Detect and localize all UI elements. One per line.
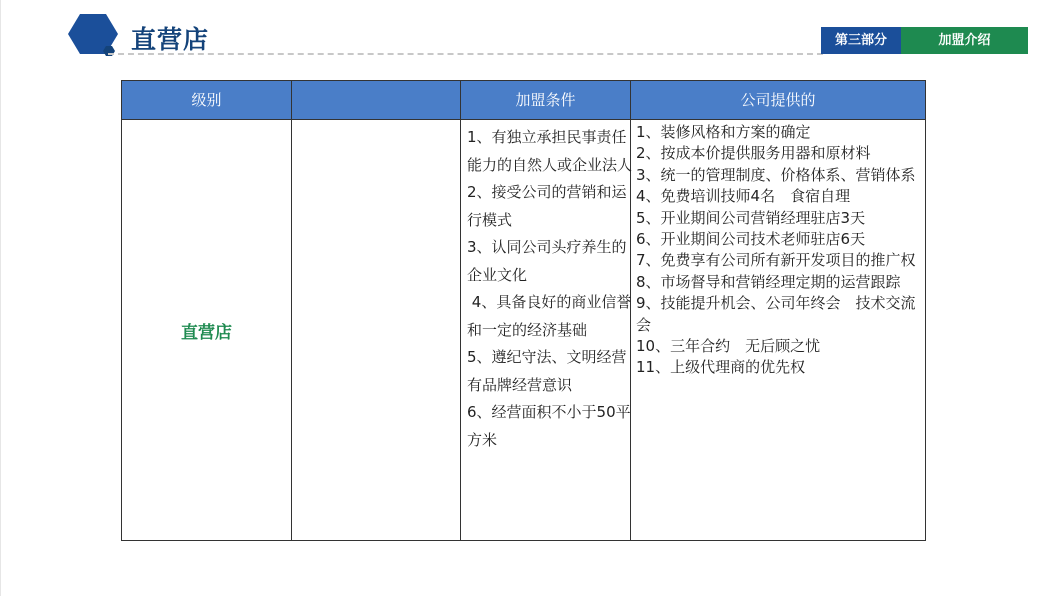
list-item: 2、接受公司的营销和运行模式: [467, 183, 627, 229]
conditions-list: [467, 124, 642, 454]
header-cell-level: 级别: [122, 81, 292, 119]
list-item: 6、经营面积不小于50平方米: [467, 403, 631, 449]
list-item: 6、开业期间公司技术老师驻店6天: [636, 230, 866, 249]
list-item: 3、认同公司头疗养生的企业文化: [467, 238, 627, 284]
list-item: 1、有独立承担民事责任能力的自然人或企业法人: [467, 128, 633, 174]
list-item: 2、按成本价提供服务用器和原材料: [636, 144, 871, 163]
list-item: 5、遵纪守法、文明经营 有品牌经营意识: [467, 348, 642, 394]
list-item: 8、市场督导和营销经理定期的运营跟踪: [636, 272, 901, 291]
page-title: 直营店: [131, 25, 210, 54]
header-divider: [108, 53, 823, 55]
list-item: 4、具备良好的商业信誉和一定的经济基础: [467, 293, 632, 339]
header-cell-offers: 公司提供的: [740, 91, 816, 109]
list-item: 4、免费培训技师4名 食宿自理: [636, 187, 851, 206]
column-divider: [291, 120, 292, 540]
level-cell: 直营店: [181, 322, 232, 343]
table-header-row: [122, 81, 925, 119]
list-item: 3、统一的管理制度、价格体系、营销体系: [636, 165, 916, 184]
list-item: 1、装修风格和方案的确定: [636, 123, 811, 141]
offers-list: [636, 122, 922, 379]
list-item: 10、三年合约 无后顾之忧: [636, 337, 821, 356]
header-cell-blank: [292, 81, 461, 119]
list-item: 7、免费享有公司所有新开发项目的推广权: [636, 251, 916, 270]
list-item: 9、技能提升机会、公司年终会 技术交流会: [636, 294, 916, 334]
topic-badge: 加盟介绍: [901, 27, 1028, 54]
header-cell-conditions: 加盟条件: [461, 81, 631, 119]
franchise-table: [121, 80, 926, 541]
section-badge: 第三部分: [821, 27, 901, 54]
list-item: 11、上级代理商的优先权: [636, 358, 806, 377]
column-divider: [460, 120, 461, 540]
list-item: 5、开业期间公司营销经理驻店3天: [636, 208, 866, 227]
